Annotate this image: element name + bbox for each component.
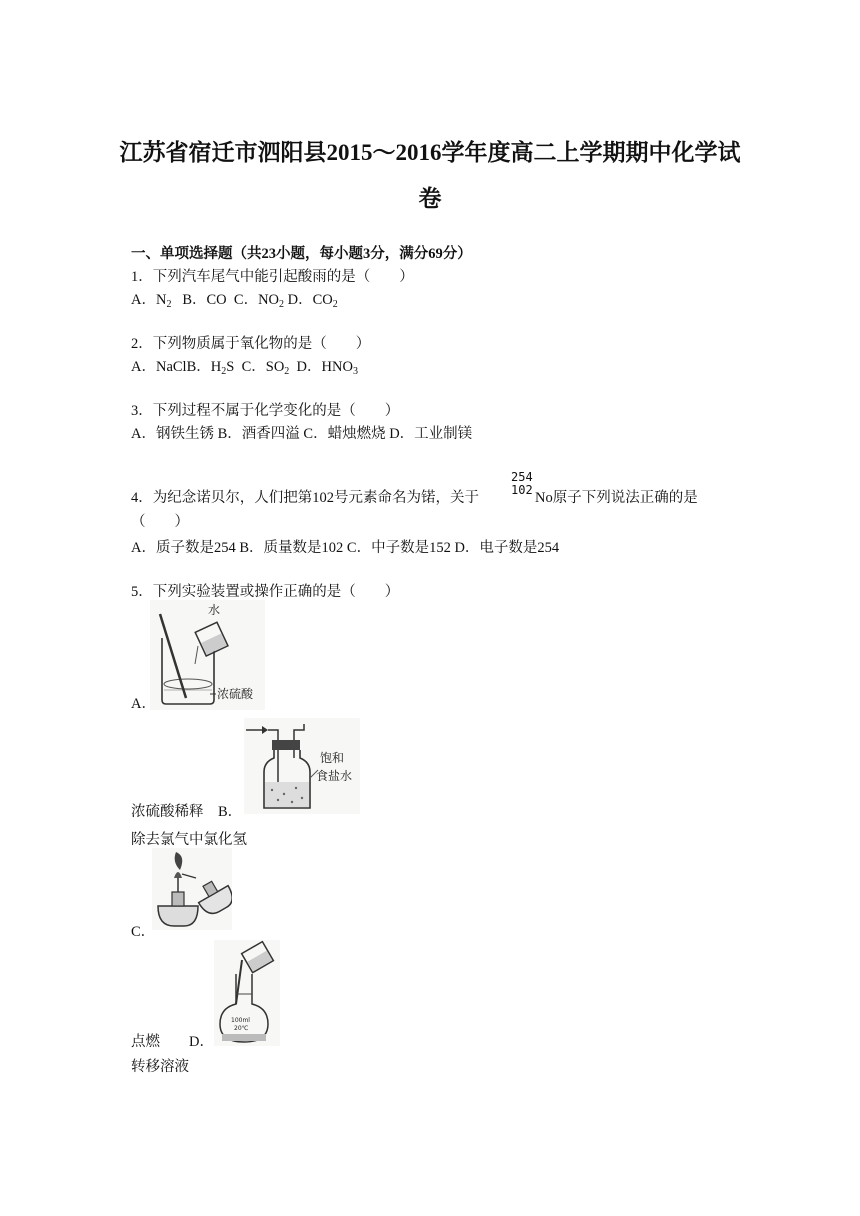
figure-b-label2: 食盐水 bbox=[316, 769, 353, 783]
question-2-stem: 2．下列物质属于氧化物的是（ ） bbox=[131, 336, 371, 352]
q2-option-a: A．NaCl bbox=[131, 359, 187, 375]
figure-a-dilution bbox=[150, 600, 265, 710]
question-3-stem: 3．下列过程不属于化学变化的是（ ） bbox=[131, 403, 400, 419]
q5-option-c-label: C． bbox=[131, 924, 156, 940]
figure-b-label1: 饱和 bbox=[320, 751, 345, 765]
question-4-stem-tail: No原子下列说法正确的是 bbox=[535, 490, 698, 506]
q5-option-c-caption: 点燃 D． bbox=[131, 1034, 214, 1050]
question-3-options: A．钢铁生锈 B．酒香四溢 C．蜡烛燃烧 D．工业制镁 bbox=[131, 426, 473, 442]
question-2-options bbox=[131, 355, 358, 377]
question-5-stem: 5．下列实验装置或操作正确的是（ ） bbox=[131, 584, 400, 600]
q1-option-c: C．$NO_2$ bbox=[233, 292, 285, 310]
q2-option-d: D．$HNO_3$ bbox=[296, 359, 358, 377]
figure-a-water-label: 水 bbox=[208, 603, 221, 617]
question-1-options bbox=[131, 288, 338, 310]
figure-b-gas-washing-bottle bbox=[244, 718, 360, 814]
question-4-paren: （ ） bbox=[131, 514, 189, 530]
mass-number: 254 bbox=[511, 470, 533, 484]
figure-d-text1: 100ml bbox=[231, 1017, 250, 1024]
q2-option-b: B．$H_2S$ bbox=[186, 359, 235, 377]
q1-option-a: A．$N_2$ bbox=[131, 292, 172, 310]
q1-option-b: B．CO bbox=[182, 292, 227, 308]
q5-option-b-caption: 除去氯气中氯化氢 bbox=[131, 832, 247, 848]
figure-a-acid-label: 浓硫酸 bbox=[217, 687, 254, 701]
question-1-stem: 1．下列汽车尾气中能引起酸雨的是（ ） bbox=[131, 269, 414, 285]
question-4-options: A．质子数是254 B．质量数是102 C．中子数是152 D．电子数是254 bbox=[131, 540, 560, 556]
figure-c-lighting bbox=[152, 848, 232, 930]
q1-option-d: D．$CO_2$ bbox=[287, 292, 338, 310]
q5-option-a-caption: 浓硫酸稀释 B． bbox=[131, 804, 243, 820]
q5-option-a-label: A． bbox=[131, 696, 156, 712]
question-4-stem: 4．为纪念诺贝尔，人们把第102号元素命名为锘，关于 bbox=[131, 490, 479, 506]
section-header: 一、单项选择题（共23小题，每小题3分，满分69分） bbox=[131, 246, 472, 262]
q5-option-b-label: B． bbox=[218, 804, 243, 820]
page-title-line1: 江苏省宿迁市泗阳县2015～2016学年度高二上学期期中化学试 bbox=[119, 140, 741, 165]
figure-d-transfer bbox=[214, 940, 280, 1046]
figure-d-text2: 20℃ bbox=[234, 1025, 249, 1032]
q5-option-d-caption: 转移溶液 bbox=[131, 1059, 189, 1075]
atomic-number: 102 bbox=[511, 483, 533, 497]
element-symbol: No bbox=[535, 490, 553, 506]
q2-option-c: C．$SO_2$ bbox=[241, 359, 290, 377]
page-title-line2: 卷 bbox=[418, 186, 442, 211]
q5-option-d-label: D． bbox=[189, 1034, 214, 1050]
